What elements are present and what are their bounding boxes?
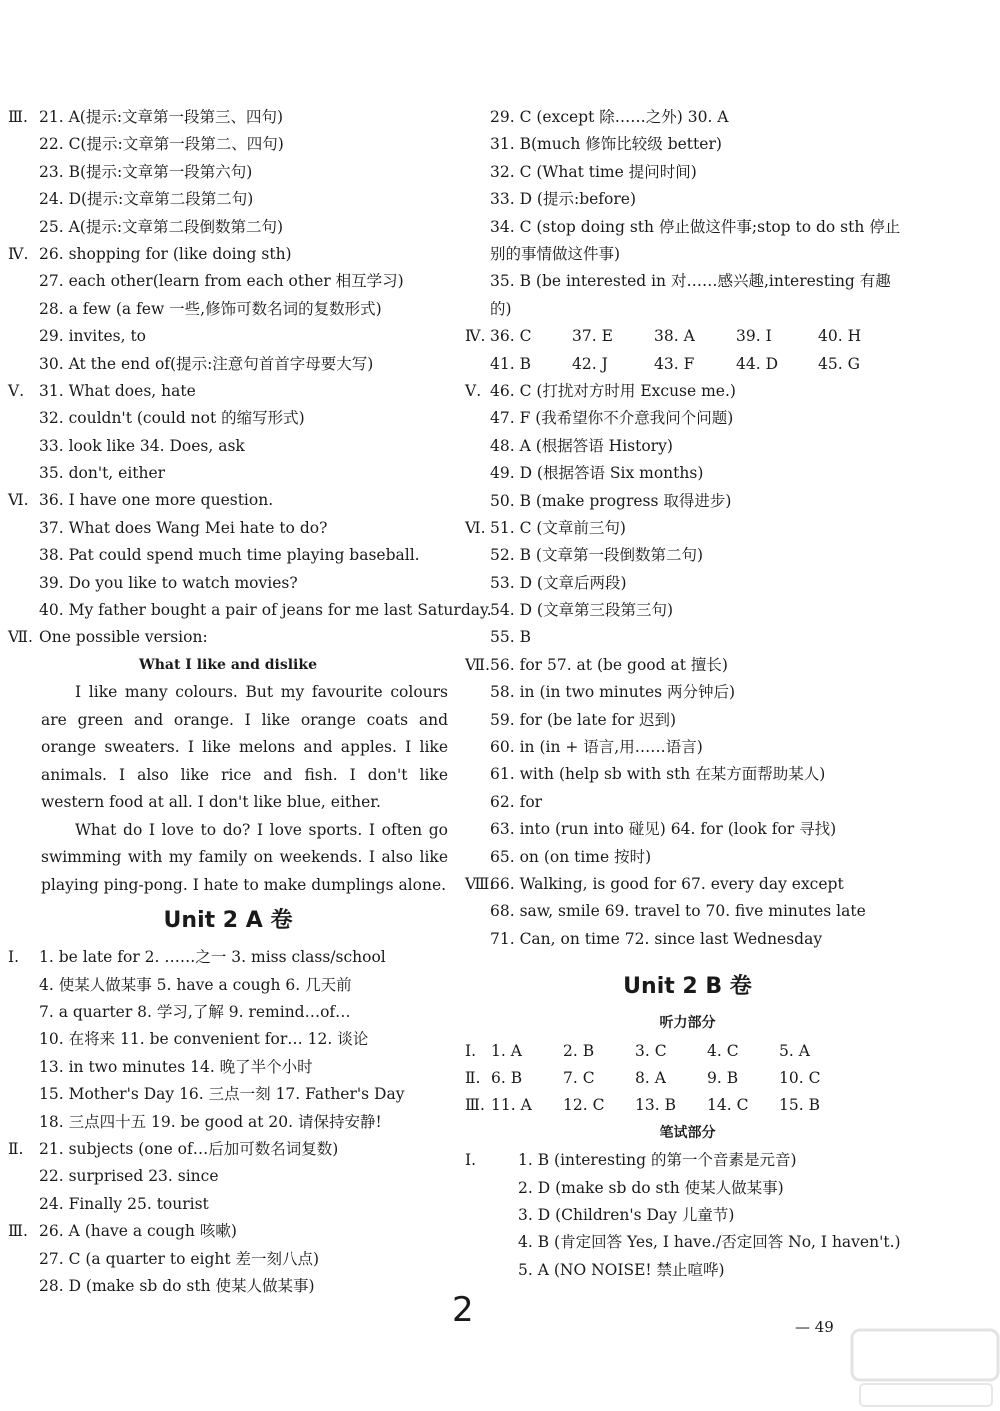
answer-text: 10. 在将来 11. be convenient for… 12. 谈论 bbox=[39, 1030, 369, 1049]
answer-line bbox=[8, 542, 448, 569]
answer-cell: 42. J bbox=[572, 354, 608, 373]
answer-text: 28. D (make sb do sth 使某人做某事) bbox=[39, 1276, 315, 1295]
answer-line bbox=[465, 515, 910, 542]
answer-line bbox=[8, 241, 448, 268]
section-iv bbox=[465, 323, 910, 378]
answer-cell: 12. C bbox=[563, 1096, 605, 1115]
answer-text: 30. At the end of(提示:注意句首首字母要大写) bbox=[39, 354, 374, 373]
roman-numeral: Ⅳ. bbox=[465, 327, 486, 346]
answer-text: 15. Mother's Day 16. 三点一刻 17. Father's Day bbox=[39, 1085, 405, 1104]
answer-cell: 9. B bbox=[707, 1068, 739, 1087]
answer-line bbox=[8, 597, 492, 624]
answer-line bbox=[8, 214, 448, 241]
answer-text: 23. B(提示:文章第一段第六句) bbox=[39, 162, 253, 181]
answer-cell: 14. C bbox=[707, 1096, 749, 1115]
answer-line bbox=[8, 405, 448, 432]
unit2b-title: Unit 2 B 卷 bbox=[623, 974, 752, 1000]
roman-numeral: Ⅱ. bbox=[8, 1139, 24, 1158]
answer-text: 71. Can, on time 72. since last Wednesday bbox=[490, 929, 823, 948]
section-vii-intro bbox=[8, 624, 448, 651]
answer-line bbox=[8, 268, 448, 295]
answer-text: 26. shopping for (like doing sth) bbox=[39, 244, 292, 263]
answer-cell: 38. A bbox=[654, 327, 695, 346]
answer-text: 29. invites, to bbox=[39, 327, 147, 346]
answer-cell: 40. H bbox=[818, 327, 862, 346]
answer-cell: 10. C bbox=[779, 1068, 821, 1087]
answer-text: 65. on (on time 按时) bbox=[490, 847, 652, 866]
roman-numeral: Ⅰ. bbox=[465, 1041, 477, 1060]
answer-text: 47. F (我希望你不介意我问个问题) bbox=[490, 409, 734, 428]
answer-text: 61. with (help sb with sth 在某方面帮助某人) bbox=[490, 765, 826, 784]
answer-text: 21. A(提示:文章第一段第三、四句) bbox=[39, 108, 284, 126]
answer-line bbox=[8, 999, 448, 1026]
unit2a-section-ii bbox=[8, 1136, 448, 1218]
answer-grid-row bbox=[465, 351, 910, 378]
roman-numeral: Ⅶ. bbox=[465, 655, 490, 674]
answer-line bbox=[8, 433, 448, 460]
answer-line bbox=[8, 351, 448, 378]
answer-cell: 3. C bbox=[635, 1041, 667, 1060]
answer-text: 24. D(提示:文章第二段第二句) bbox=[39, 190, 254, 209]
answer-line bbox=[8, 1218, 448, 1245]
roman-numeral: Ⅲ. bbox=[8, 1222, 28, 1241]
roman-numeral: Ⅰ. bbox=[8, 948, 20, 967]
roman-numeral: Ⅲ. bbox=[465, 1096, 485, 1115]
answer-line bbox=[465, 405, 910, 432]
answer-text: 26. A (have a cough 咳嗽) bbox=[39, 1222, 237, 1241]
answer-cell: 1. A bbox=[491, 1041, 522, 1060]
essay-body bbox=[8, 679, 448, 899]
answer-line bbox=[465, 624, 910, 651]
answer-cell: 37. E bbox=[572, 327, 613, 346]
answer-text: 36. I have one more question. bbox=[39, 491, 274, 510]
roman-numeral: Ⅱ. bbox=[465, 1068, 481, 1087]
answer-line bbox=[465, 378, 910, 405]
section-iii-continued bbox=[465, 104, 910, 214]
answer-text: 50. B (make progress 取得进步) bbox=[490, 491, 732, 510]
unit2a-title: Unit 2 A 卷 bbox=[163, 908, 293, 934]
answer-line bbox=[465, 433, 910, 460]
answer-text: 53. D (文章后两段) bbox=[490, 573, 627, 592]
essay-paragraph-2: What do I love to do? I love sports. I often go swimming with my family on weekends. I also like playing ping-pong. I hate to make dumplings alone. bbox=[41, 820, 448, 894]
answer-grid-row bbox=[465, 323, 910, 350]
section-viii bbox=[465, 871, 910, 953]
listening-row bbox=[465, 1038, 910, 1065]
roman-numeral: Ⅵ. bbox=[465, 518, 486, 537]
answer-text: 7. a quarter 8. 学习,了解 9. remind…of… bbox=[39, 1002, 351, 1021]
answer-item-34: 34. C (stop doing sth 停止做这件事;stop to do sth 停止别的事情做这件事) bbox=[490, 217, 901, 263]
answer-line bbox=[8, 460, 448, 487]
answer-text: 3. D (Children's Day 儿童节) bbox=[518, 1205, 735, 1224]
page-number: — 49 bbox=[795, 1318, 834, 1336]
answer-text: 18. 三点四十五 19. be good at 20. 请保持安静! bbox=[39, 1112, 382, 1131]
answer-text: 46. C (打扰对方时用 Excuse me.) bbox=[490, 381, 736, 400]
answer-text: 51. C (文章前三句) bbox=[490, 518, 626, 537]
answer-text: 33. look like 34. Does, ask bbox=[39, 436, 245, 455]
answer-line bbox=[8, 1026, 448, 1053]
answer-cell: 7. C bbox=[563, 1068, 595, 1087]
roman-numeral: Ⅴ. bbox=[465, 381, 482, 400]
answer-cell: 13. B bbox=[635, 1096, 676, 1115]
answer-line bbox=[465, 460, 910, 487]
answer-cell: 2. B bbox=[563, 1041, 595, 1060]
answer-text: 1. be late for 2. ……之一 3. miss class/school bbox=[39, 948, 386, 967]
answer-text: 52. B (文章第一段倒数第二句) bbox=[490, 546, 703, 565]
roman-numeral: Ⅳ. bbox=[8, 244, 29, 263]
written-section-i bbox=[465, 1147, 910, 1229]
answer-cell: 43. F bbox=[654, 354, 695, 373]
answer-cell: 41. B bbox=[490, 354, 531, 373]
answer-line bbox=[8, 1246, 448, 1273]
intro-text: One possible version: bbox=[39, 628, 208, 647]
answer-text: 2. D (make sb do sth 使某人做某事) bbox=[518, 1178, 784, 1197]
answer-line bbox=[465, 871, 910, 898]
answer-text: 28. a few (a few 一些,修饰可数名词的复数形式) bbox=[39, 299, 382, 318]
answer-line bbox=[8, 944, 448, 971]
answer-text: 68. saw, smile 69. travel to 70. five minutes late bbox=[490, 902, 866, 921]
answer-line bbox=[8, 1163, 448, 1190]
answer-line bbox=[8, 131, 448, 158]
answer-line bbox=[465, 707, 910, 734]
answer-line bbox=[8, 1054, 448, 1081]
answer-line bbox=[8, 1191, 448, 1218]
answer-text: 4. 使某人做某事 5. have a cough 6. 几天前 bbox=[39, 975, 352, 994]
section-iv bbox=[8, 241, 448, 378]
answer-text: 59. for (be late for 迟到) bbox=[490, 710, 677, 729]
answer-line bbox=[465, 898, 910, 925]
written-item-5: 5. A (NO NOISE! 禁止喧哗) bbox=[518, 1260, 725, 1279]
answer-text: 54. D (文章第三段第三句) bbox=[490, 601, 674, 620]
section-v bbox=[465, 378, 910, 515]
answer-line bbox=[465, 926, 910, 953]
listening-answers bbox=[465, 1038, 910, 1120]
roman-numeral bbox=[465, 351, 490, 378]
answer-cell: 8. A bbox=[635, 1068, 666, 1087]
answer-cell: 11. A bbox=[491, 1096, 532, 1115]
answer-cell: 5. A bbox=[779, 1041, 810, 1060]
answer-line bbox=[465, 186, 910, 213]
answer-text: 33. D (提示:before) bbox=[490, 190, 636, 209]
answer-text: 35. don't, either bbox=[39, 464, 166, 483]
answer-line bbox=[465, 844, 910, 871]
section-vi bbox=[465, 515, 910, 652]
answer-text: 48. A (根据答语 History) bbox=[490, 436, 673, 455]
section-v bbox=[8, 378, 448, 488]
answer-text: 58. in (in two minutes 两分钟后) bbox=[490, 683, 736, 702]
answer-cell: 44. D bbox=[736, 354, 779, 373]
roman-numeral: Ⅶ. bbox=[8, 628, 33, 647]
watermark-logo bbox=[850, 1322, 1000, 1411]
answer-line bbox=[465, 542, 910, 569]
answer-line bbox=[465, 761, 910, 788]
answer-line bbox=[465, 104, 910, 131]
answer-line bbox=[465, 679, 910, 706]
section-vi bbox=[8, 487, 492, 624]
roman-numeral: Ⅵ. bbox=[8, 491, 29, 510]
answer-text: 31. What does, hate bbox=[39, 381, 196, 400]
answer-text: 13. in two minutes 14. 晚了半个小时 bbox=[39, 1057, 313, 1076]
answer-text: 27. each other(learn from each other 相互学习) bbox=[39, 272, 404, 291]
answer-text: 29. C (except 除……之外) 30. A bbox=[490, 108, 729, 126]
answer-cell: 36. C bbox=[490, 327, 532, 346]
answer-text: 55. B bbox=[490, 628, 531, 647]
answer-line bbox=[8, 487, 448, 514]
answer-line bbox=[465, 131, 910, 158]
answer-line bbox=[465, 1175, 910, 1202]
handwritten-mark: 2 bbox=[452, 1290, 474, 1330]
roman-numeral: Ⅲ. bbox=[8, 108, 28, 126]
answer-text: 21. subjects (one of…后加可数名词复数) bbox=[39, 1139, 339, 1158]
answer-text: 22. C(提示:文章第一段第二、四句) bbox=[39, 135, 284, 154]
answer-line bbox=[8, 570, 448, 597]
answer-line bbox=[465, 570, 910, 597]
answer-line bbox=[8, 378, 448, 405]
roman-numeral: Ⅷ. bbox=[465, 875, 495, 893]
answer-line bbox=[465, 597, 910, 624]
answer-text: 62. for bbox=[490, 792, 543, 811]
written-item-4: 4. B (肯定回答 Yes, I have./否定回答 No, I haven't.) bbox=[518, 1233, 901, 1252]
answer-text: 39. Do you like to watch movies? bbox=[39, 573, 298, 592]
right-column bbox=[465, 104, 910, 1284]
section-iii bbox=[8, 104, 448, 241]
roman-numeral: Ⅰ. bbox=[465, 1151, 477, 1170]
answer-line bbox=[8, 1081, 448, 1108]
answer-line bbox=[465, 1202, 910, 1229]
answer-line bbox=[8, 972, 448, 999]
answer-line bbox=[8, 159, 448, 186]
answer-text: 32. C (What time 提问时间) bbox=[490, 162, 697, 181]
essay-paragraph-1: I like many colours. But my favourite colours are green and orange. I like orange coats and orange sweaters. I like melons and apples. I like animals. I also like rice and fish. I don't like western food at all. I don't like blue, either. bbox=[41, 683, 448, 812]
answer-item-35: 35. B (be interested in 对……感兴趣,interesting 有趣的) bbox=[490, 272, 891, 318]
answer-line bbox=[465, 652, 910, 679]
answer-text: 24. Finally 25. tourist bbox=[39, 1194, 209, 1213]
section-vii bbox=[465, 652, 910, 871]
answer-text: 32. couldn't (could not 的缩写形式) bbox=[39, 409, 305, 428]
roman-numeral: Ⅴ. bbox=[8, 381, 25, 400]
listening-row bbox=[465, 1065, 910, 1092]
listening-row bbox=[465, 1092, 910, 1119]
answer-cell: 15. B bbox=[779, 1096, 820, 1115]
answer-line bbox=[465, 488, 910, 515]
answer-line bbox=[465, 789, 910, 816]
answer-line bbox=[8, 1273, 448, 1300]
answer-line bbox=[8, 296, 448, 323]
answer-cell: 4. C bbox=[707, 1041, 739, 1060]
answer-cell: 39. I bbox=[736, 327, 772, 346]
answer-line bbox=[8, 104, 448, 131]
answer-line bbox=[8, 515, 448, 542]
answer-cell: 6. B bbox=[491, 1068, 523, 1087]
answer-text: 31. B(much 修饰比较级 better) bbox=[490, 135, 722, 154]
answer-text: 27. C (a quarter to eight 差一刻八点) bbox=[39, 1249, 320, 1268]
answer-text: 56. for 57. at (be good at 擅长) bbox=[490, 655, 728, 674]
answer-line bbox=[8, 1109, 448, 1136]
answer-text: 1. B (interesting 的第一个音素是元音) bbox=[518, 1151, 797, 1170]
answer-text: 25. A(提示:文章第二段倒数第二句) bbox=[39, 217, 284, 236]
listening-title: 听力部分 bbox=[659, 1015, 716, 1032]
answer-text: 37. What does Wang Mei hate to do? bbox=[39, 518, 328, 537]
answer-text: 49. D (根据答语 Six months) bbox=[490, 464, 704, 483]
unit2a-section-i bbox=[8, 944, 448, 1136]
answer-text: 38. Pat could spend much time playing baseball. bbox=[39, 546, 420, 565]
answer-line bbox=[8, 186, 448, 213]
answer-cell: 45. G bbox=[818, 354, 860, 373]
answer-text: 40. My father bought a pair of jeans for me last Saturday. bbox=[39, 601, 492, 620]
answer-line bbox=[465, 159, 910, 186]
answer-text: 63. into (run into 碰见) 64. for (look for 寻找) bbox=[490, 820, 837, 839]
written-title: 笔试部分 bbox=[659, 1124, 716, 1141]
unit2a-section-iii bbox=[8, 1218, 448, 1300]
answer-text: 66. Walking, is good for 67. every day except bbox=[490, 875, 844, 893]
answer-line bbox=[465, 1147, 910, 1174]
answer-line bbox=[465, 734, 910, 761]
essay-title: What I like and dislike bbox=[138, 656, 317, 673]
answer-line bbox=[8, 323, 448, 350]
answer-text: 22. surprised 23. since bbox=[39, 1167, 219, 1186]
answer-text: 60. in (in + 语言,用……语言) bbox=[490, 738, 703, 757]
answer-line bbox=[465, 816, 910, 843]
answer-line bbox=[8, 1136, 448, 1163]
